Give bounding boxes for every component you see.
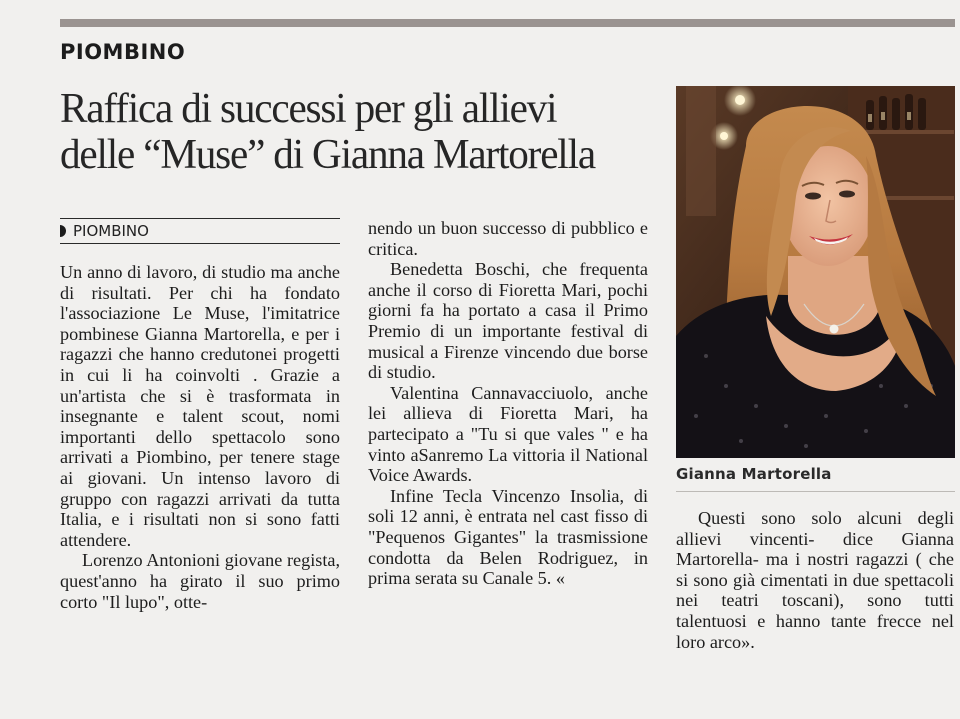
- headline-line-1: Raffica di successi per gli allievi: [60, 86, 557, 132]
- article-paragraph: Un anno di lavoro, di studio ma anche di risultati. Per chi ha fondato l'associazione Le Muse, l'imitatrice pombinese Gianna Martorella, e per i ragazzi che hanno credutonei progetti in cui li ha coinvolti . Grazie a un'artista che si è trasformata in insegnante e talent scout, nomi importanti dello spettacolo sono arrivati a Piombino, per tenere stage ai giovani. Un intenso lavoro di gruppo con ragazzi arrivati da tutta Italia, e i risultati non si sono fatti attendere.: [60, 262, 340, 550]
- article-paragraph: Valentina Cannavacciuolo, anche lei allieva di Fioretta Mari, ha partecipato a "Tu si que vales " e ha vinto aSanremo La vittoria il National Voice Awards.: [368, 382, 648, 486]
- article-paragraph: Questi sono solo alcuni degli allievi vincenti- dice Gianna Martorella- ma i nostri ragazzi ( che si sono già cimentati in due spettacoli nei teatri toscani), sono tutti talentuosi e hanno tante frecce nel loro arco».: [676, 508, 954, 652]
- headline-line-2: delle “Muse” di Gianna Martorella: [60, 132, 595, 178]
- article-paragraph: Benedetta Boschi, che frequenta anche il corso di Fioretta Mari, pochi giorni fa ha portato a casa il Primo Premio di un importante festival di musical a Firenze vincendo due borse di studio.: [368, 259, 648, 383]
- caption-divider: [676, 491, 955, 492]
- headline: [60, 86, 648, 178]
- dateline-kicker: [60, 218, 340, 244]
- article-column-1: [60, 262, 340, 612]
- section-tag: PIOMBINO: [60, 40, 186, 64]
- article-paragraph: Lorenzo Antonioni giovane regista, quest'anno ha girato il suo primo corto "Il lupo", otte-: [60, 550, 340, 612]
- photo-caption: Gianna Martorella: [676, 465, 832, 483]
- article-column-2: [368, 218, 648, 589]
- article-paragraph: nendo un buon successo di pubblico e critica.: [368, 218, 648, 259]
- kicker-label: PIOMBINO: [73, 222, 149, 240]
- portrait-photo: [676, 86, 955, 458]
- article-paragraph: Infine Tecla Vincenzo Insolia, di soli 12 anni, è entrata nel cast fisso di "Pequenos Gigantes" la trasmissione condotta da Belen Rodriguez, in prima serata su Canale 5. «: [368, 485, 648, 589]
- top-rule: [60, 19, 955, 27]
- article-column-3: [676, 508, 954, 652]
- kicker-marker-icon: [60, 225, 66, 237]
